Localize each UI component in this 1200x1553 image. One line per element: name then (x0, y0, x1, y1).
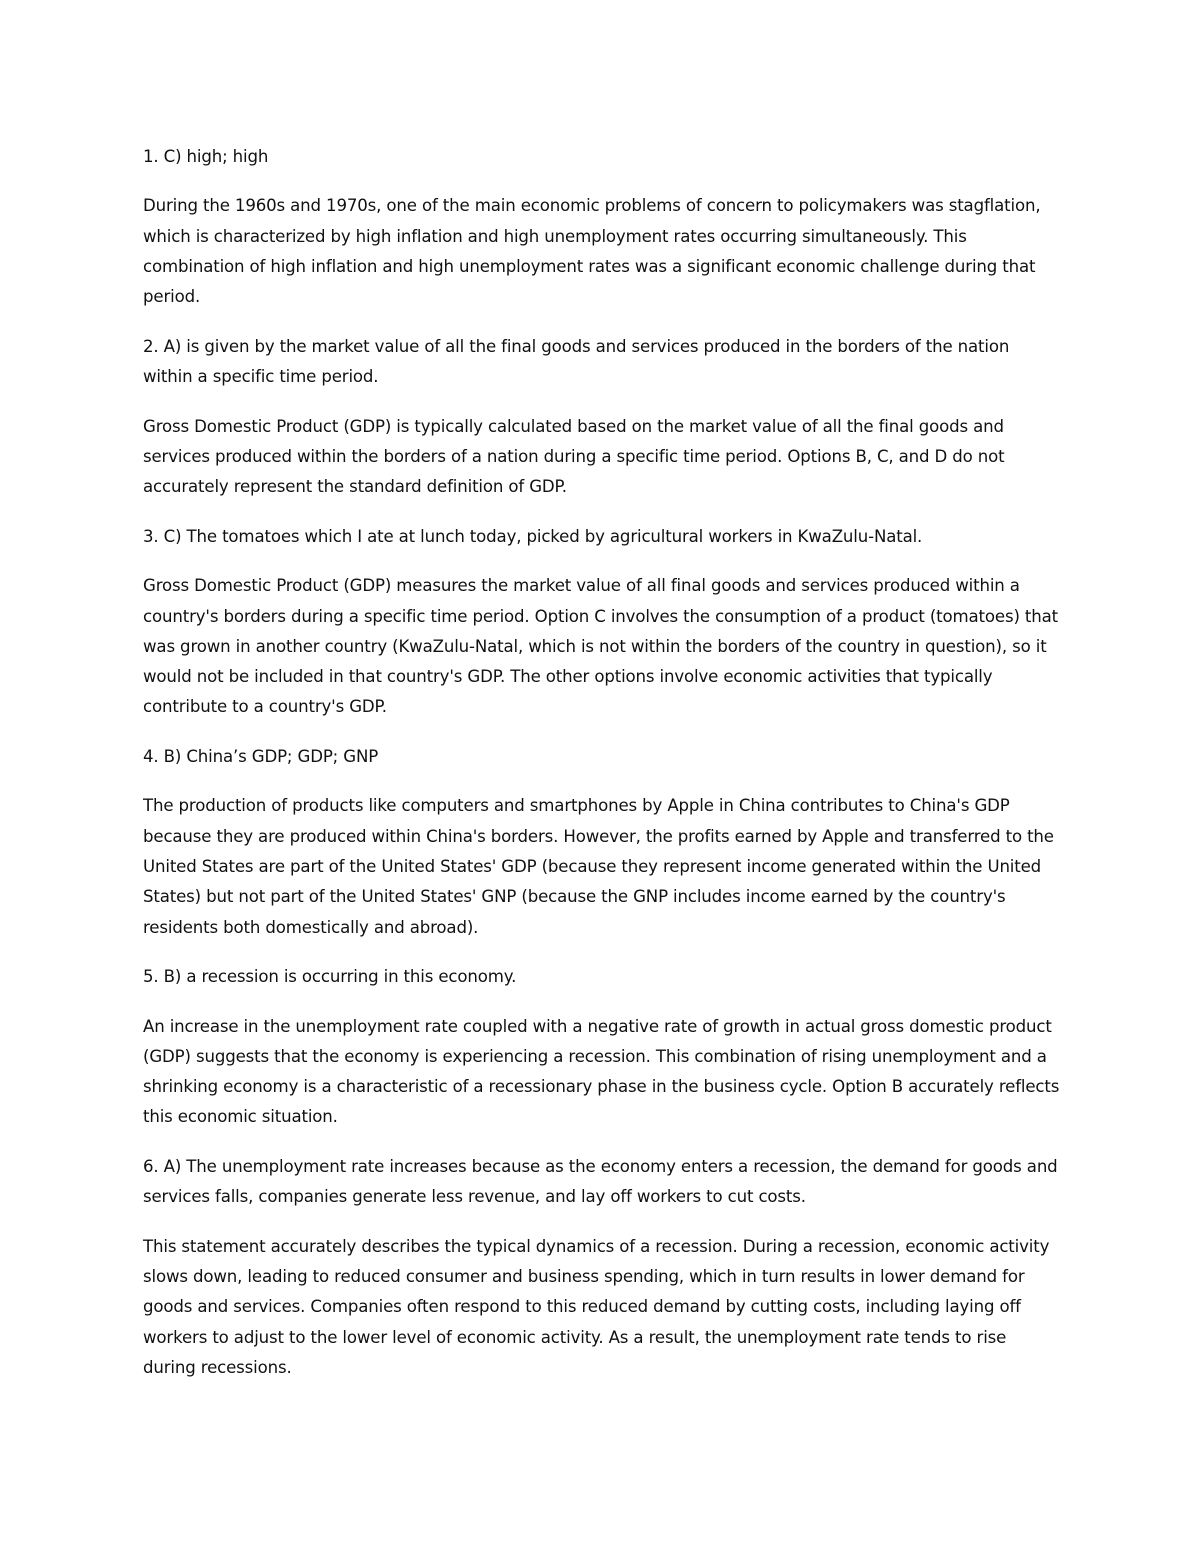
explanation-2: Gross Domestic Product (GDP) is typically calculated based on the market value of all the final goods and services produced within the borders of a nation during a specific time period. Options B, C, and D do not accurately represent the standard definition of GDP. (143, 416, 1005, 497)
answer-2: 2. A) is given by the market value of all the final goods and services produced in the borders of the nation within a specific time period. (143, 336, 1010, 387)
answer-5: 5. B) a recession is occurring in this economy. (143, 967, 517, 987)
document-body (143, 142, 1063, 1402)
answer-6: 6. A) The unemployment rate increases because as the economy enters a recession, the demand for goods and services falls, companies generate less revenue, and lay off workers to cut costs. (143, 1156, 1058, 1207)
explanation-5: An increase in the unemployment rate coupled with a negative rate of growth in actual gross domestic product (GDP) suggests that the economy is experiencing a recession. This combination of rising unemployment and a shrinking economy is a characteristic of a recessionary phase in the business cycle. Option B accurately reflects this economic situation. (143, 1016, 1060, 1127)
explanation-3: Gross Domestic Product (GDP) measures the market value of all final goods and services produced within a country's borders during a specific time period. Option C involves the consumption of a product (tomatoes) that was grown in another country (KwaZulu-Natal, which is not within the borders of the country in question), so it would not be included in that country's GDP. The other options involve economic activities that typically contribute to a country's GDP. (143, 576, 1059, 717)
answer-3: 3. C) The tomatoes which I ate at lunch today, picked by agricultural workers in KwaZulu-Natal. (143, 526, 923, 546)
explanation-4: The production of products like computers and smartphones by Apple in China contributes to China's GDP because they are produced within China's borders. However, the profits earned by Apple and transferred to the United States are part of the United States' GDP (because they represent income generated within the United States) but not part of the United States' GNP (because the GNP includes income earned by the country's residents both domestically and abroad). (143, 796, 1054, 937)
explanation-6: This statement accurately describes the typical dynamics of a recession. During a recession, economic activity slows down, leading to reduced consumer and business spending, which in turn results in lower demand for goods and services. Companies often respond to this reduced demand by cutting costs, including laying off workers to adjust to the lower level of economic activity. As a result, the unemployment rate tends to rise during recessions. (143, 1236, 1050, 1377)
answer-4: 4. B) China’s GDP; GDP; GNP (143, 746, 379, 766)
explanation-1: During the 1960s and 1970s, one of the main economic problems of concern to policymakers was stagflation, which is characterized by high inflation and high unemployment rates occurring simultaneously. This combination of high inflation and high unemployment rates was a significant economic challenge during that period. (143, 196, 1041, 307)
answer-1: 1. C) high; high (143, 147, 269, 166)
